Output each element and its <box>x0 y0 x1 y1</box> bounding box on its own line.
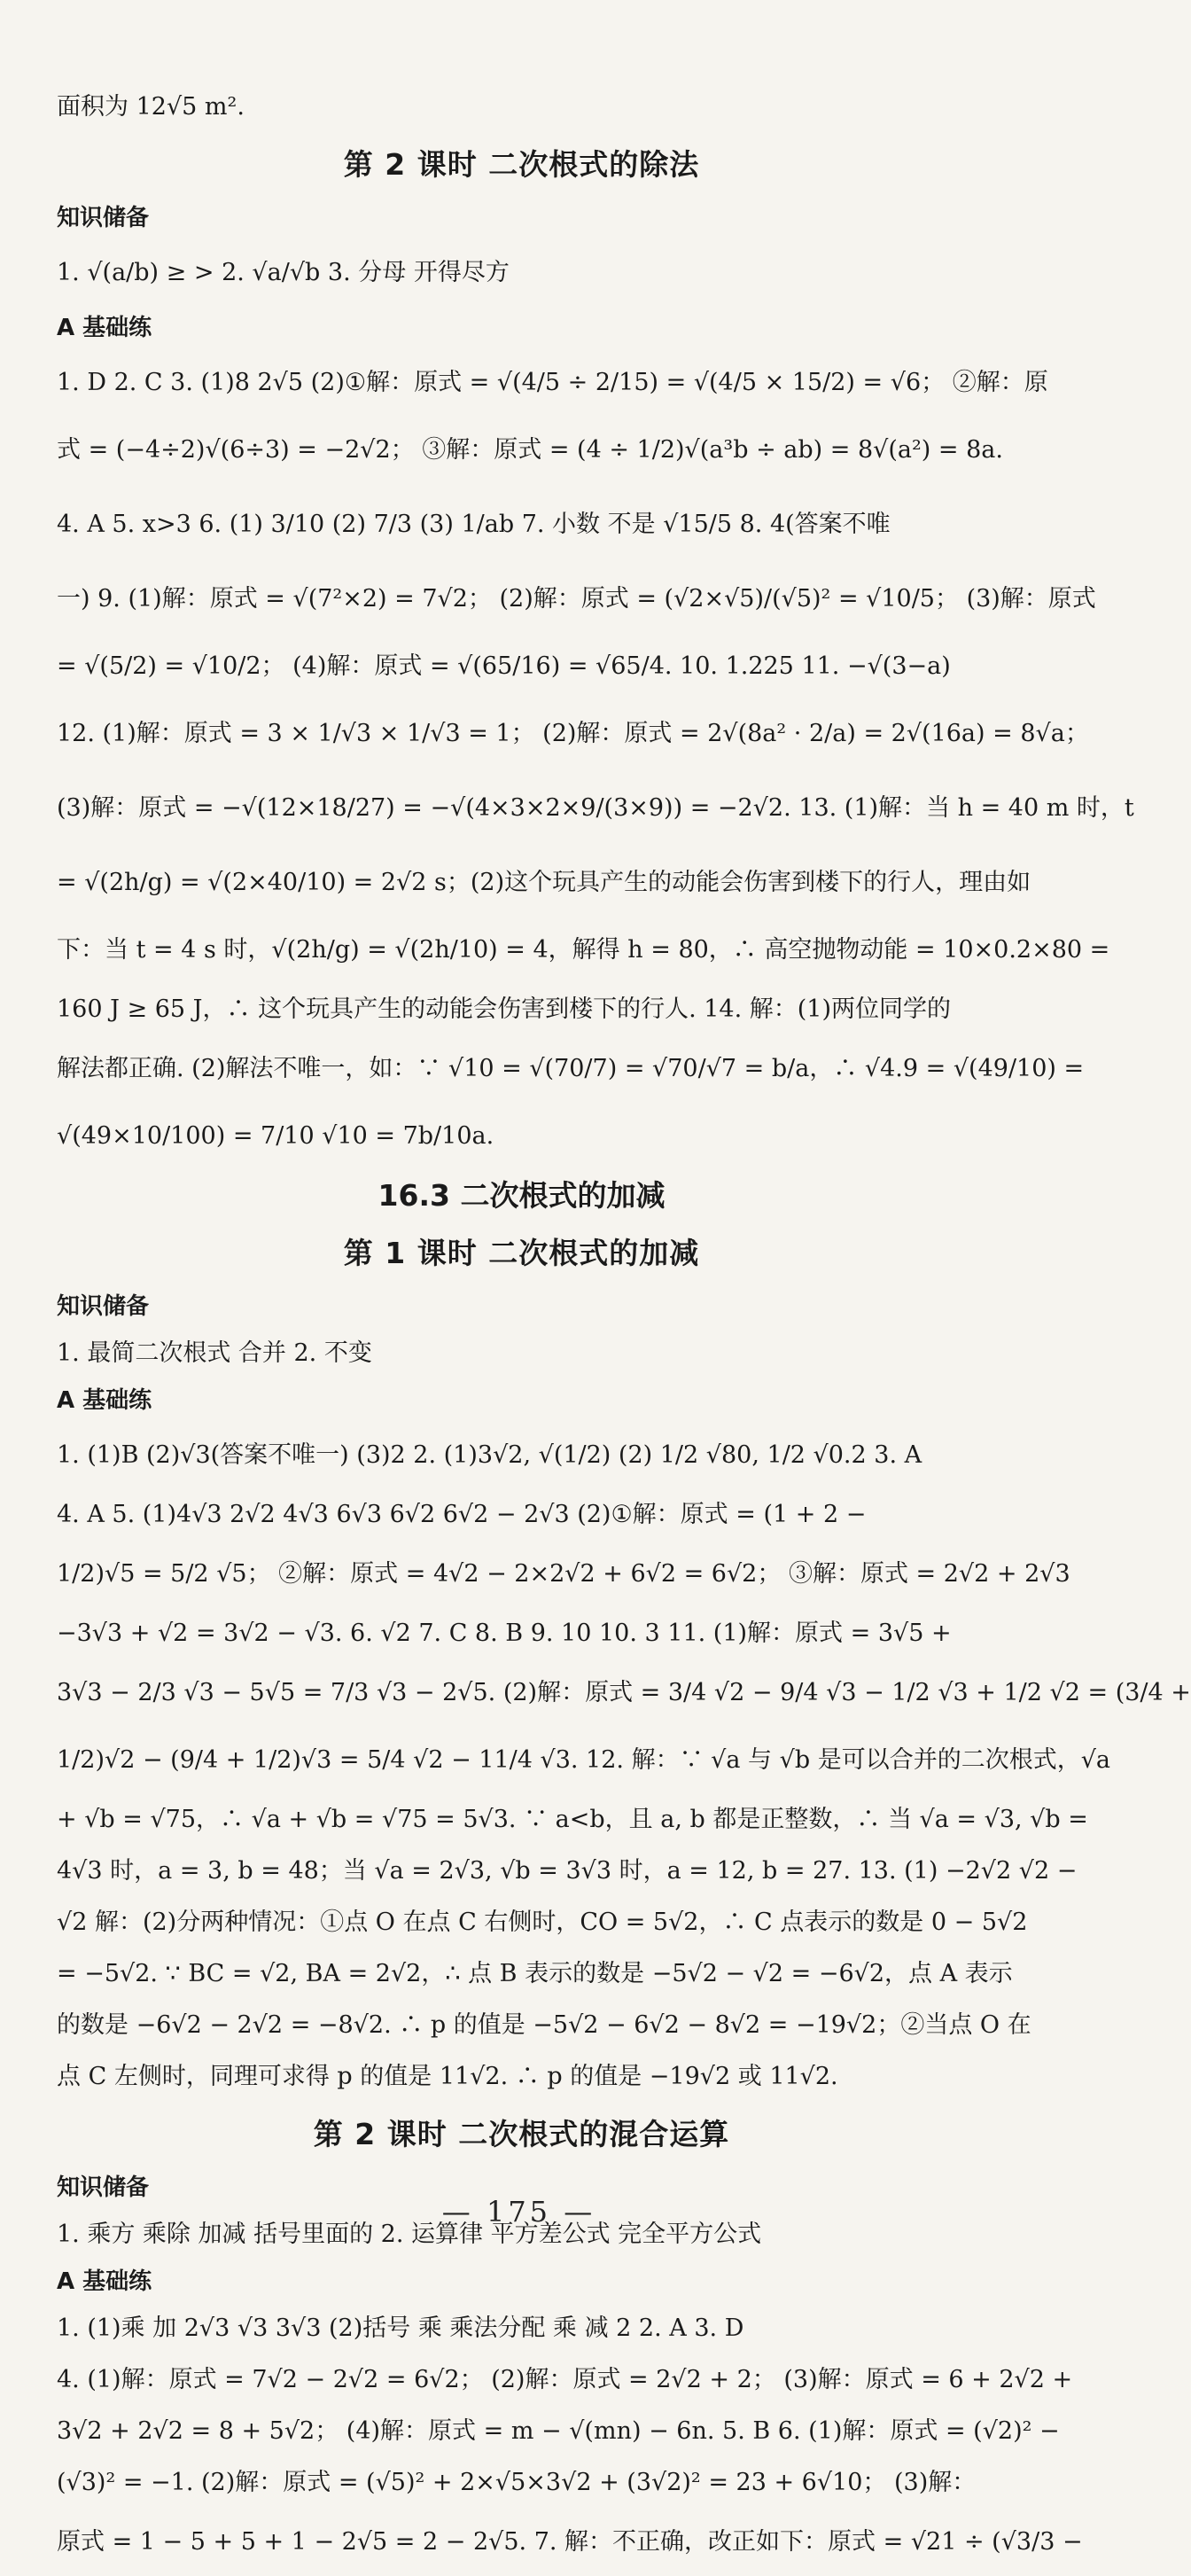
text-line: 1. √(a/b) ≥ > 2. √a/√b 3. 分母 开得尽方 <box>57 259 510 286</box>
lesson-title: 第 2 课时 二次根式的混合运算 <box>313 2117 730 2151</box>
section-title: 16.3 二次根式的加减 <box>378 1178 666 1213</box>
text-line: 面积为 12√5 m². <box>57 93 245 121</box>
text-line: = −5√2. ∵ BC = √2, BA = 2√2，∴ 点 B 表示的数是 −5√2 − √2 = −6√2，点 A 表示 <box>57 1960 1013 1987</box>
text-line: 1. 最简二次根式 合并 2. 不变 <box>57 1339 372 1367</box>
text-line: 1. D 2. C 3. (1)8 2√5 (2)①解：原式 = √(4/5 ÷ 2/15) = √(4/5 × 15/2) = √6； ②解：原 <box>57 369 1048 396</box>
text-line: = √(5/2) = √10/2； (4)解：原式 = √(65/16) = √65/4. 10. 1.225 11. −√(3−a) <box>57 652 951 680</box>
text-line: 4. A 5. (1)4√3 2√2 4√3 6√3 6√2 6√2 − 2√3 (2)①解：原式 = (1 + 2 − <box>57 1501 867 1528</box>
text-line: 点 C 左侧时，同理可求得 p 的值是 11√2. ∴ p 的值是 −19√2 或 11√2. <box>57 2063 838 2090</box>
text-line: 4. (1)解：原式 = 7√2 − 2√2 = 6√2； (2)解：原式 = 2√2 + 2； (3)解：原式 = 6 + 2√2 + <box>57 2366 1073 2393</box>
subsection-label: A 基础练 <box>57 1387 152 1414</box>
lesson-title: 第 1 课时 二次根式的加减 <box>343 1236 700 1270</box>
text-line: 的数是 −6√2 − 2√2 = −8√2. ∴ p 的值是 −5√2 − 6√2 − 8√2 = −19√2；②当点 O 在 <box>57 2011 1031 2039</box>
subsection-label: 知识储备 <box>57 205 150 231</box>
page-number: — 175 — <box>441 2195 596 2229</box>
text-line: 式 = (−4÷2)√(6÷3) = −2√2； ③解：原式 = (4 ÷ 1/2)√(a³b ÷ ab) = 8√(a²) = 8a. <box>57 436 1003 464</box>
subsection-label: 知识储备 <box>57 1293 150 1320</box>
text-line: 1/2)√2 − (9/4 + 1/2)√3 = 5/4 √2 − 11/4 √3. 12. 解：∵ √a 与 √b 是可以合并的二次根式，√a <box>57 1746 1111 1774</box>
text-line: √(49×10/100) = 7/10 √10 = 7b/10a. <box>57 1122 494 1150</box>
text-line: 12. (1)解：原式 = 3 × 1/√3 × 1/√3 = 1； (2)解：原式 = 2√(8a² · 2/a) = 2√(16a) = 8√a； <box>57 720 1089 747</box>
text-line: + √b = √75，∴ √a + √b = √75 = 5√3. ∵ a<b，且 a, b 都是正整数，∴ 当 √a = √3, √b = <box>57 1806 1088 1833</box>
text-line: 1/2)√5 = 5/2 √5； ②解：原式 = 4√2 − 2×2√2 + 6√2 = 6√2； ③解：原式 = 2√2 + 2√3 <box>57 1560 1070 1588</box>
text-line: = √(2h/g) = √(2×40/10) = 2√2 s；(2)这个玩具产生的动能会伤害到楼下的行人，理由如 <box>57 869 1031 896</box>
subsection-label: A 基础练 <box>57 315 152 341</box>
text-line: 4. A 5. x>3 6. (1) 3/10 (2) 7/3 (3) 1/ab 7. 小数 不是 √15/5 8. 4(答案不唯 <box>57 511 891 538</box>
text-line: 3√3 − 2/3 √3 − 5√5 = 7/3 √3 − 2√5. (2)解：原式 = 3/4 √2 − 9/4 √3 − 1/2 √3 + 1/2 √2 = (3/4 + <box>57 1679 1191 1706</box>
text-line: 4√3 时，a = 3, b = 48；当 √a = 2√3, √b = 3√3 时，a = 12, b = 27. 13. (1) −2√2 √2 − <box>57 1857 1078 1885</box>
text-line: 解法都正确. (2)解法不唯一，如：∵ √10 = √(70/7) = √70/√7 = b/a，∴ √4.9 = √(49/10) = <box>57 1055 1085 1082</box>
text-line: 1. (1)B (2)√3(答案不唯一) (3)2 2. (1)3√2, √(1/2) (2) 1/2 √80, 1/2 √0.2 3. A <box>57 1441 922 1469</box>
subsection-label: A 基础练 <box>57 2268 152 2295</box>
text-line: (3)解：原式 = −√(12×18/27) = −√(4×3×2×9/(3×9)) = −2√2. 13. (1)解：当 h = 40 m 时，t <box>57 794 1134 822</box>
text-line: (√3)² = −1. (2)解：原式 = (√5)² + 2×√5×3√2 + (3√2)² = 23 + 6√10； (3)解： <box>57 2469 977 2496</box>
text-line: √2 解：(2)分两种情况：①点 O 在点 C 右侧时，CO = 5√2，∴ C 点表示的数是 0 − 5√2 <box>57 1909 1028 1936</box>
text-line: 一) 9. (1)解：原式 = √(7²×2) = 7√2； (2)解：原式 = (√2×√5)/(√5)² = √10/5； (3)解：原式 <box>57 585 1096 613</box>
text-line: 下：当 t = 4 s 时，√(2h/g) = √(2h/10) = 4，解得 h = 80，∴ 高空抛物动能 = 10×0.2×80 = <box>57 936 1110 964</box>
text-line: 原式 = 1 − 5 + 5 + 1 − 2√5 = 2 − 2√5. 7. 解：不正确，改正如下：原式 = √21 ÷ (√3/3 − <box>57 2528 1083 2556</box>
text-line: 3√2 + 2√2 = 8 + 5√2； (4)解：原式 = m − √(mn) − 6n. 5. B 6. (1)解：原式 = (√2)² − <box>57 2417 1060 2445</box>
subsection-label: 知识储备 <box>57 2174 150 2201</box>
text-line: −3√3 + √2 = 3√2 − √3. 6. √2 7. C 8. B 9. 10 10. 3 11. (1)解：原式 = 3√5 + <box>57 1620 952 1647</box>
text-line: 160 J ≥ 65 J，∴ 这个玩具产生的动能会伤害到楼下的行人. 14. 解：(1)两位同学的 <box>57 995 952 1023</box>
lesson-title: 第 2 课时 二次根式的除法 <box>343 147 700 182</box>
text-line: 1. (1)乘 加 2√3 √3 3√3 (2)括号 乘 乘法分配 乘 减 2 2. A 3. D <box>57 2314 744 2342</box>
text-line: 1. 乘方 乘除 加减 括号里面的 2. 运算律 平方差公式 完全平方公式 <box>57 2221 762 2248</box>
